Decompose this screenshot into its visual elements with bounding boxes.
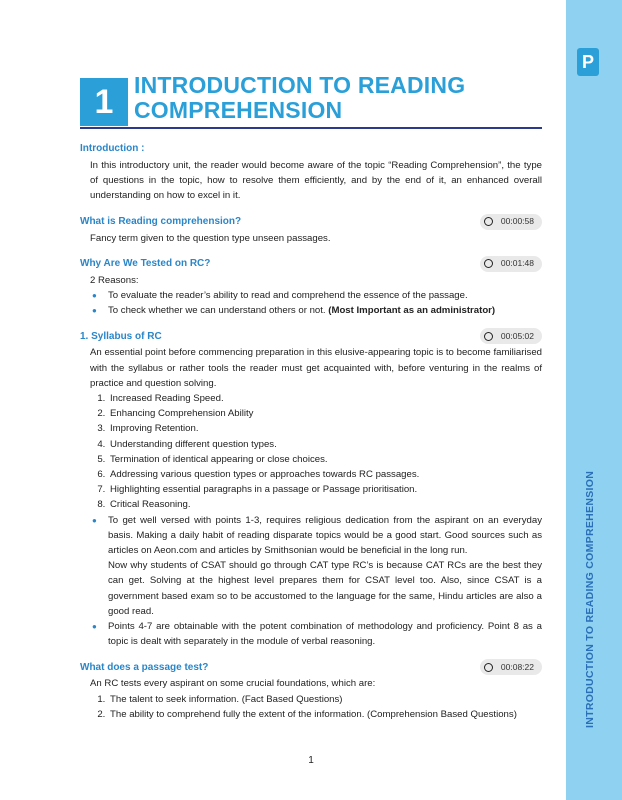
intro-heading xyxy=(80,140,542,158)
list-item: 1. The talent to seek information. (Fact Based Questions) xyxy=(108,692,542,707)
publisher-logo: P xyxy=(577,48,599,76)
syllabus-text: An essential point before commencing preparation in this elusive-appearing topic is to become familiarised with the syllabus or rather tools the reader must get acquainted with, before venturing in the realms of practice and question solving. xyxy=(90,347,542,389)
syllabus-bullet1: ● To get well versed with points 1-3, requires religious dedication from the aspirant on an everyday basis. Making a daily habit of reading disparate topics would be a good start. Good sources such as articles on Aeon.com and articles by Smithsonian would be beneficial in the long run. xyxy=(108,514,542,557)
stopwatch-icon xyxy=(484,663,493,672)
chapter-title-line2: COMPREHENSION xyxy=(134,97,343,123)
list-item: 4. Understanding different question types. xyxy=(108,437,542,452)
side-band xyxy=(566,0,622,800)
timestamp-text: 00:01:48 xyxy=(500,258,534,269)
why-lead: 2 Reasons: xyxy=(90,274,139,286)
stopwatch-icon xyxy=(484,332,493,341)
what-is-text: Fancy term given to the question type unseen passages. xyxy=(90,232,331,244)
stopwatch-icon xyxy=(484,217,493,226)
passage-test-list xyxy=(80,692,542,722)
stopwatch-icon xyxy=(484,259,493,268)
list-item: 1. Increased Reading Speed. xyxy=(108,391,542,406)
why-bullet2-bold: (Most Important as an administrator) xyxy=(328,305,496,317)
what-is-heading xyxy=(80,213,542,231)
list-item: 2. Enhancing Comprehension Ability xyxy=(108,406,542,421)
syllabus-heading xyxy=(80,327,542,345)
why-heading-text: Why Are We Tested on RC? xyxy=(80,258,211,270)
passage-test-heading xyxy=(80,658,542,676)
list-item: ● Points 4-7 are obtainable with the potent combination of methodology and proficiency. Point 8 as a topic is dealt with separately in the module of verbal reasoning. xyxy=(108,619,542,649)
intro-text: In this introductory unit, the reader would become aware of the topic “Reading Comprehension”, the type of questions in the topic, how to resolve them efficiently, and by the end of it, an enhanced overall understanding on how to excel in it. xyxy=(90,160,542,202)
list-item: ● To evaluate the reader’s ability to read and comprehend the essence of the passage. xyxy=(108,288,542,303)
chapter-number: 1 xyxy=(80,78,128,126)
intro-heading-text: Introduction : xyxy=(80,143,145,155)
timestamp-text: 00:08:22 xyxy=(500,661,534,672)
list-item xyxy=(108,303,542,318)
timestamp-text: 00:00:58 xyxy=(500,216,534,227)
why-heading xyxy=(80,255,542,273)
what-is-heading-text: What is Reading comprehension? xyxy=(80,216,242,227)
list-item: 5. Termination of identical appearing or close choices. xyxy=(108,452,542,467)
passage-test-text: An RC tests every aspirant on some crucial foundations, which are: xyxy=(90,678,376,690)
list-item: 3. Improving Retention. xyxy=(108,421,542,436)
syllabus-list xyxy=(80,391,542,513)
list-item: 2. The ability to comprehend fully the extent of the information. (Comprehension Based Questions) xyxy=(108,707,542,722)
chapter-title xyxy=(134,73,534,123)
timestamp-text: 00:05:02 xyxy=(500,330,534,341)
page-content xyxy=(80,140,542,722)
chapter-title-line1: INTRODUCTION TO READING xyxy=(134,72,466,98)
page-number: 1 xyxy=(308,755,314,766)
why-bullets xyxy=(80,288,542,318)
timestamp-badge xyxy=(480,214,542,230)
syllabus-heading-text: 1. Syllabus of RC xyxy=(80,330,162,342)
syllabus-bullet1-cont: Now why students of CSAT should go through CAT type RC’s is because CAT RCs are the best they can get. Solving at the highest level prepares them for CSAT level too. Also, since CSAT is a government based exam so to be accustomed to the language for the same, Hindu articles are also a good read. xyxy=(108,560,542,617)
passage-test-heading-text: What does a passage test? xyxy=(80,661,209,673)
timestamp-badge xyxy=(480,256,542,272)
timestamp-badge xyxy=(480,659,542,675)
why-bullet2-text: To check whether we can understand others or not. xyxy=(108,305,326,317)
side-chapter-title: INTRODUCTION TO READING COMPREHENSION xyxy=(584,470,596,728)
list-item: 7. Highlighting essential paragraphs in a passage or Passage prioritisation. xyxy=(108,482,542,497)
list-item: 6. Addressing various question types or approaches towards RC passages. xyxy=(108,467,542,482)
syllabus-bullets xyxy=(80,513,542,650)
list-item: 8. Critical Reasoning. xyxy=(108,497,542,512)
list-item xyxy=(108,513,542,619)
timestamp-badge xyxy=(480,328,542,344)
chapter-rule xyxy=(80,127,542,129)
